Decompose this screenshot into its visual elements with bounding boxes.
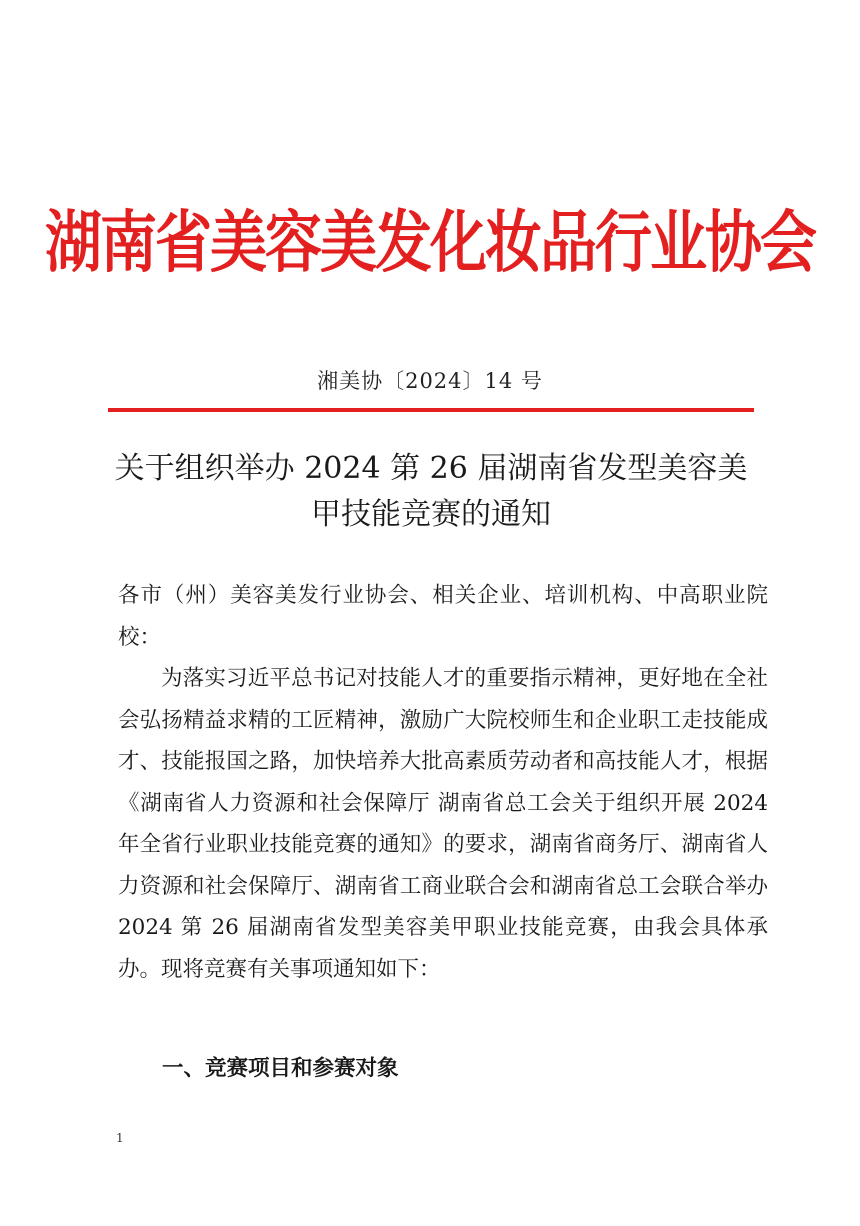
document-title-line-1: 关于组织举办 2024 第 26 届湖南省发型美容美 <box>114 451 748 486</box>
intro-paragraph: 为落实习近平总书记对技能人才的重要指示精神，更好地在全社会弘扬精益求精的工匠精神，激励广大院校师生和企业职工走技能成才、技能报国之路，加快培养大批高素质劳动者和高技能人才，根据《湖南省人力资源和社会保障厅 湖南省总工会关于组织开展 2024 年全省行业职业技能竞赛的通知》的要求，湖南省商务厅、湖南省人力资源和社会保障厅、湖南省工商业联合会和湖南省总工会联合举办 2024 第 26 届湖南省发型美容美甲职业技能竞赛，由我会具体承办。现将竞赛有关事项通知如下： <box>118 666 768 982</box>
page-number: 1 <box>116 1131 124 1145</box>
section-heading-1: 一、竞赛项目和参赛对象 <box>162 1056 399 1081</box>
letterhead-divider <box>108 408 754 412</box>
document-number: 湘美协〔2024〕14 号 <box>317 369 543 393</box>
document-title <box>96 446 766 538</box>
document-title-line-2: 甲技能竞赛的通知 <box>311 497 551 532</box>
salutation: 各市（州）美容美发行业协会、相关企业、培训机构、中高职业院校： <box>118 583 768 650</box>
organization-letterhead: 湖南省美容美发化妆品行业协会 <box>45 203 815 283</box>
